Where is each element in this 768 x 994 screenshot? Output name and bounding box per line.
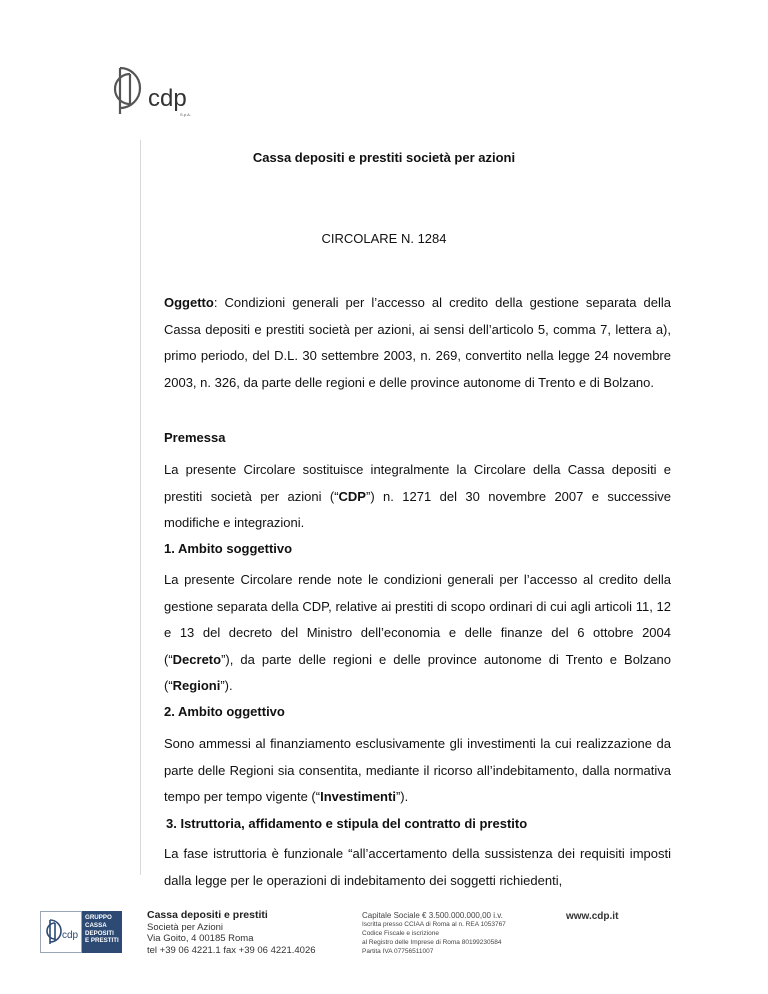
section1-heading: 1. Ambito soggettivo [164,541,293,556]
letterhead-footer [0,908,768,968]
term-cdp: CDP [338,488,366,504]
margin-line [140,140,141,875]
section1-text-2: ”), da parte delle regioni e delle province autonome di Trento e Bolzano (“ [164,651,671,693]
term-decreto: Decreto [172,651,222,667]
section2-paragraph [164,731,671,811]
footer-group-logo [40,908,122,956]
section2-text-1: Sono ammessi al finanziamento esclusivamente gli investimenti la cui realizzazione da parte delle Regioni sia consentita, mediante il ricorso all’indebitamento, dalla normativa tempo per tempo vigente (“ [164,736,671,804]
footer-codice-fiscale: Codice Fiscale e iscrizione [362,930,439,937]
term-regioni: Regioni [172,678,221,693]
footer-group-band [82,911,122,953]
section1-text-1: La presente Circolare rende note le condizioni generali per l’accesso al credito della gestione separata della CDP, relative ai prestiti di scopo ordinari di cui agli articoli 11, 12 e 13 del decreto del Ministro dell’economia e delle finanze del 6 ottobre 2004 (“ [164,572,671,667]
circular-title: CIRCOLARE N. 1284 [321,231,447,246]
group-line: GRUPPO [85,914,112,921]
footer-legal [362,911,562,956]
cdp-emblem-icon [41,912,81,952]
term-investimenti: Investimenti [320,789,396,804]
footer-address: Via Goito, 4 00185 Roma [147,933,254,944]
company-title: Cassa depositi e prestiti società per azioni [252,150,516,165]
oggetto-label: Oggetto [164,295,214,310]
footer-company-name: Cassa depositi e prestiti [147,909,268,921]
section3-heading: 3. Istruttoria, affidamento e stipula del contratto di prestito [166,816,528,831]
section2-text-2: ”). [395,789,409,804]
section3-paragraph: La fase istruttoria è funzionale “all’accertamento della sussistenza dei requisiti imposti dalla legge per le operazioni di indebitamento dei soggetti richiedenti, [164,846,671,888]
logo-text: cdp [148,85,187,112]
logo-suffix: S.p.A. [180,112,191,117]
section2-heading: 2. Ambito oggettivo [164,704,285,719]
emblem-text: cdp [62,930,79,941]
group-line: E PRESTITI [85,937,119,945]
premessa-text-2: ”) n. 1271 del 30 novembre 2007 e successive modifiche e integrazioni. [164,488,671,530]
footer-capital: Capitale Sociale € 3.500.000.000,00 i.v. [362,911,503,920]
group-line: CASSA [85,921,107,929]
premessa-paragraph [164,457,671,537]
group-line: DEPOSITI [85,929,114,937]
cdp-logo [104,60,200,120]
footer-contact [147,910,337,956]
section1-text-3: ”). [220,678,233,693]
footer-rea: Iscritta presso CCIAA di Roma al n. REA 1053767 [362,921,506,928]
premessa-heading: Premessa [164,430,226,445]
oggetto-text: : Condizioni generali per l’accesso al credito della gestione separata della Cassa depositi e prestiti società per azioni, ai sensi dell’articolo 5, comma 7, lettera a), primo periodo, del D.L. 30 settembre 2003, n. 269, convertito nella legge 24 novembre 2003, n. 326, da parte delle regioni e delle province autonome di Trento e di Bolzano. [164,295,671,390]
oggetto-paragraph [164,290,671,396]
footer-partita-iva: Partita IVA 07756511007 [362,948,434,955]
premessa-text-1: La presente Circolare sostituisce integralmente la Circolare della Cassa depositi e prestiti società per azioni (“ [164,462,671,504]
footer-phone: tel +39 06 4221.1 fax +39 06 4221.4026 [147,944,316,956]
footer-company-type: Società per Azioni [147,921,224,933]
footer-website[interactable]: www.cdp.it [566,911,619,922]
footer-registro: al Registro delle Imprese di Roma 80199230584 [362,939,502,946]
section1-paragraph [164,567,671,700]
footer-cdp-emblem [40,911,82,953]
